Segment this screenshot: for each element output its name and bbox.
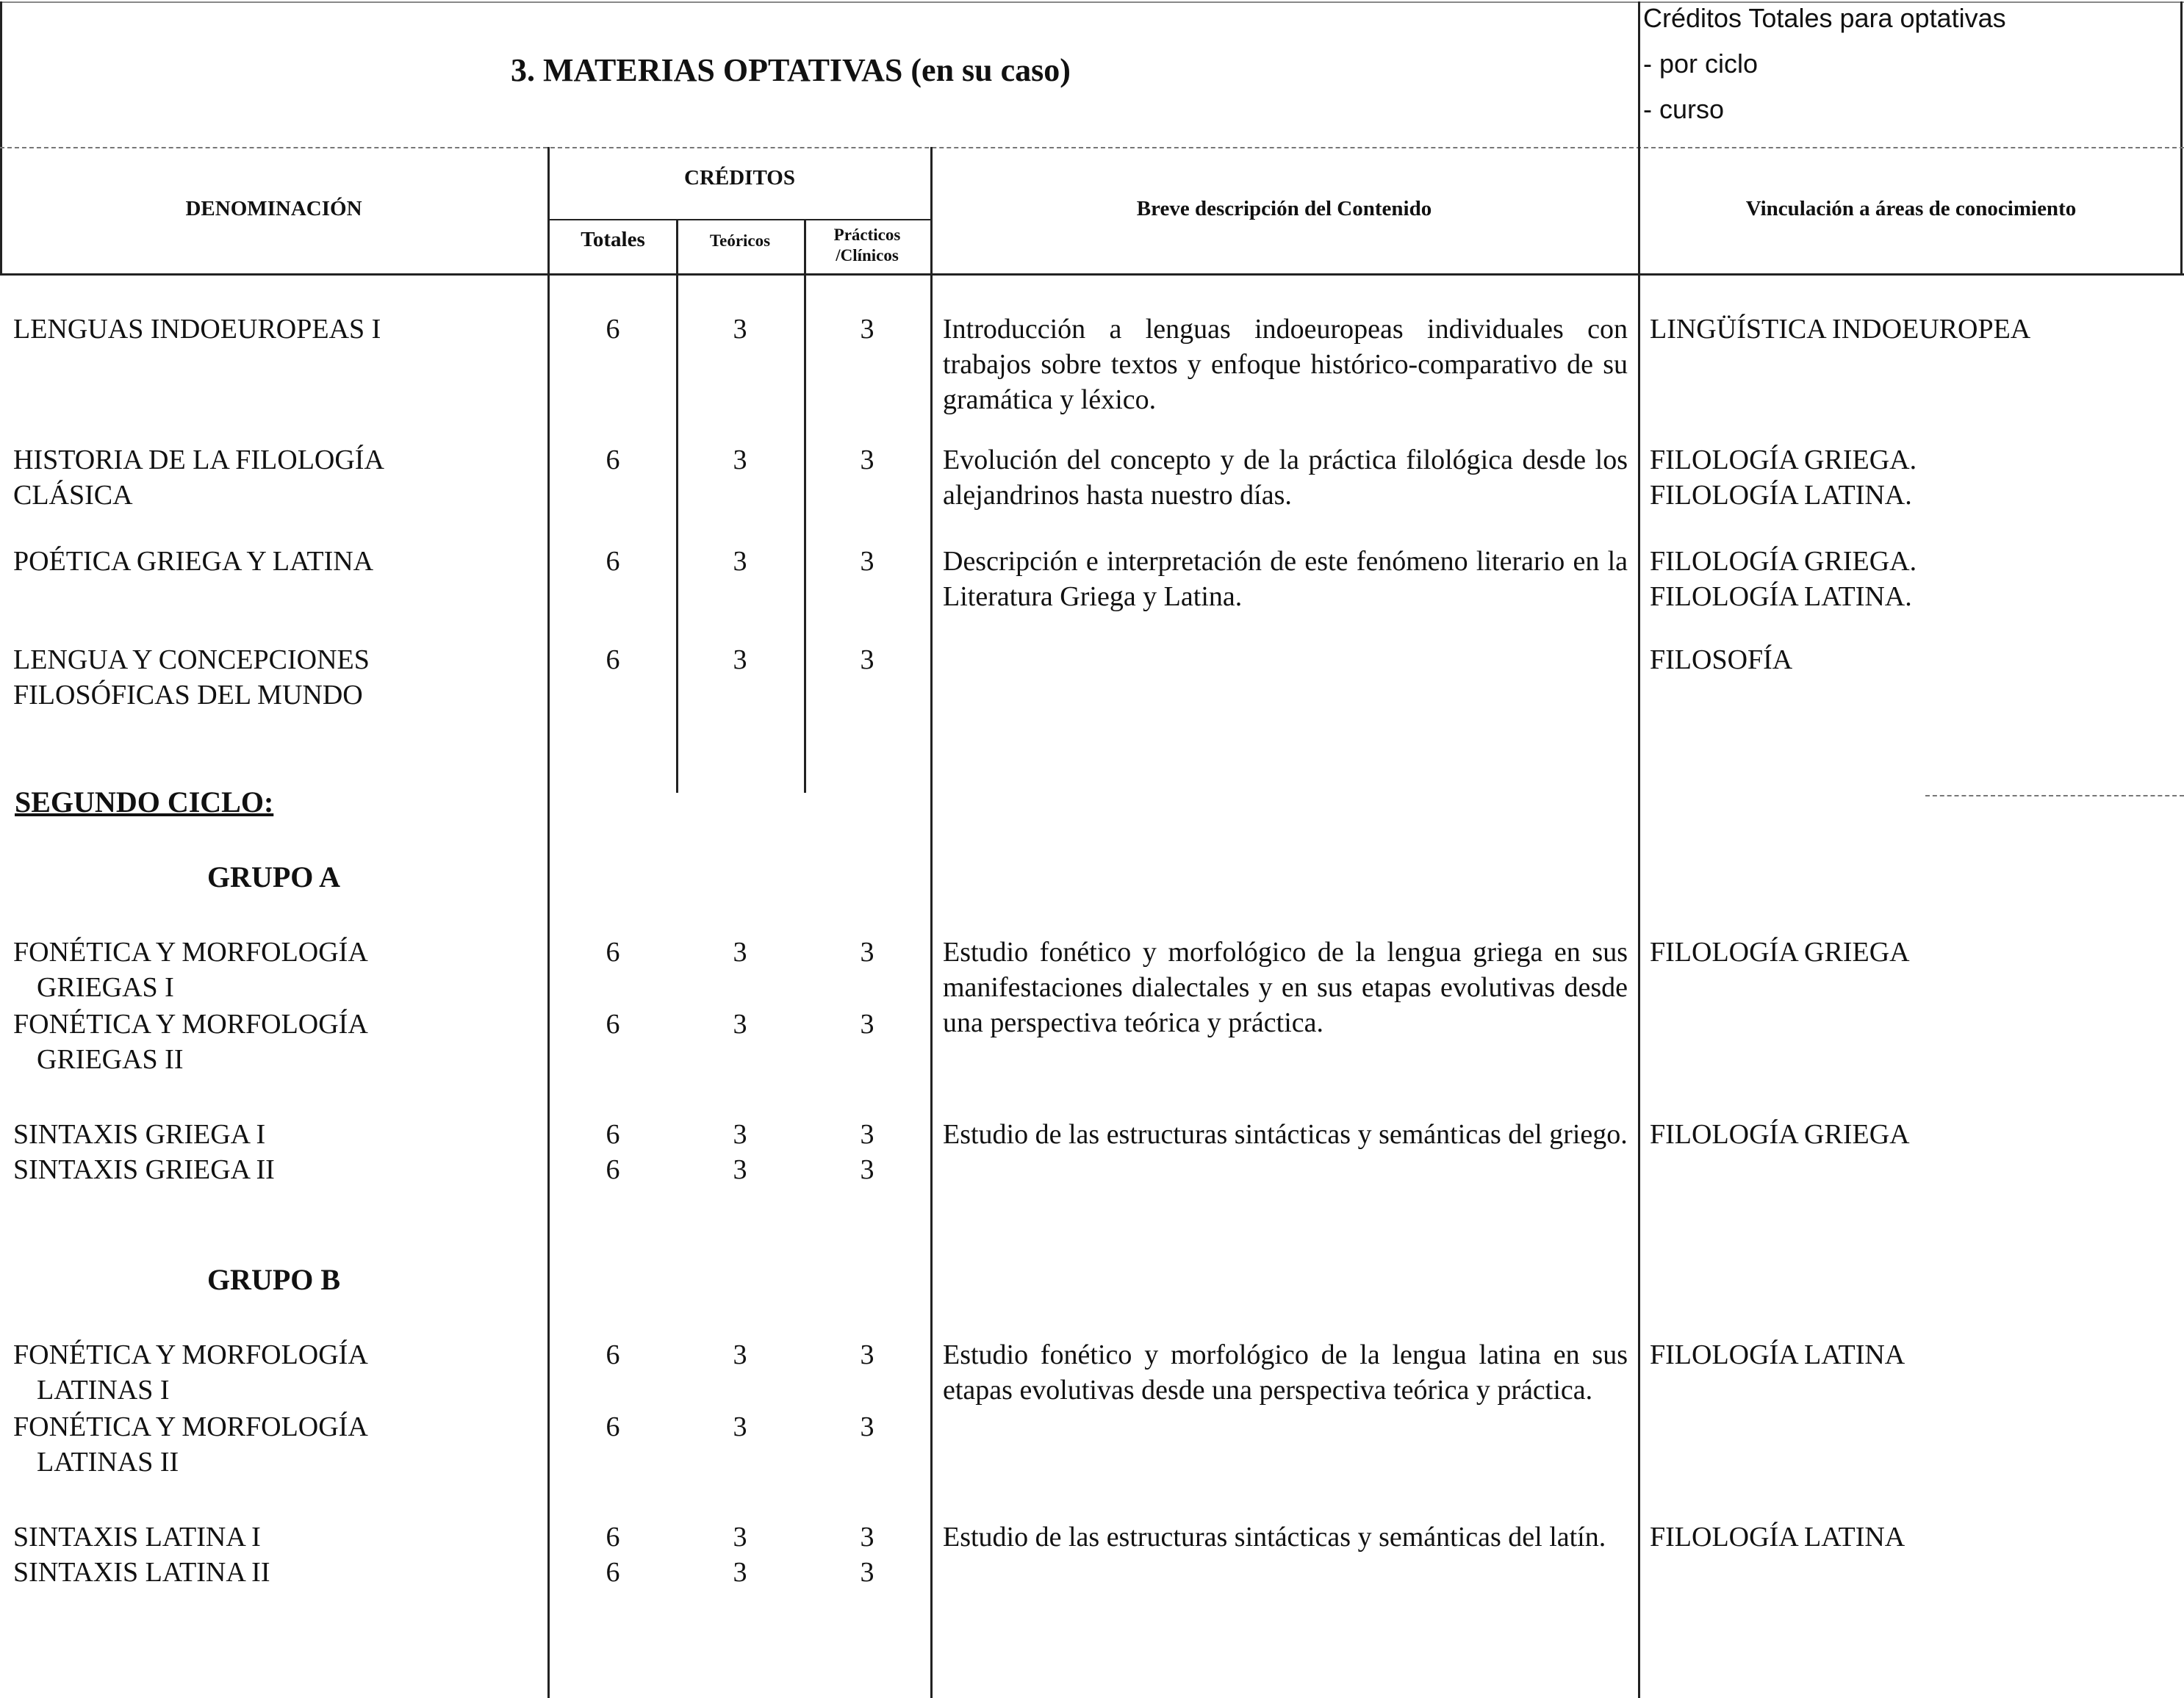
row-practicos: 3 [860,445,874,475]
row-name-line: CLÁSICA [13,480,133,511]
row-teoricos: 3 [733,445,747,475]
row-area-line: FILOLOGÍA GRIEGA. [1650,546,1917,577]
row-description: Descripción e interpretación de este fenómeno literario en la Literatura Griega y Latina. [943,546,1628,612]
col-practicos [804,225,930,266]
row-name-line: GRIEGAS II [37,1044,184,1075]
row-practicos: 3 [860,644,874,675]
row-name [13,1409,528,1480]
row-teoricos: 3 [733,1411,747,1442]
row-name [13,442,528,513]
row-name: SINTAXIS LATINA I [13,1522,261,1553]
row-name-line: FILOSÓFICAS DEL MUNDO [13,680,363,711]
row-practicos: 3 [860,1339,874,1370]
col-vinculacion: Vinculación a áreas de conocimiento [1745,197,2077,220]
row-totales: 6 [606,314,620,345]
row-area-line: FILOLOGÍA LATINA. [1650,480,1912,511]
row-name-line: GRIEGAS I [37,972,174,1003]
grupo-a-heading: GRUPO A [206,860,341,893]
row-practicos: 3 [860,1522,874,1553]
creditos-totales-label: Créditos Totales para optativas [1643,3,2006,33]
col-totales: Totales [581,228,645,251]
row-teoricos: 3 [733,314,747,345]
header-separator-line [0,147,2184,148]
row-totales: 6 [606,1411,620,1442]
row-area: FILOSOFÍA [1650,644,1793,675]
row-totales: 6 [606,937,620,968]
row-description: Estudio fonético y morfológico de la lengua griega en sus manifestaciones dialectales y en sus etapas evolutivas desde una perspectiva teórica y práctica. [943,937,1628,1038]
frame-right-line [2180,1,2183,275]
row-description: Estudio fonético y morfológico de la lengua latina en sus etapas evolutivas desde una perspectiva teórica y práctica. [943,1339,1628,1406]
col-line-1 [547,147,550,1698]
row-name-line: FONÉTICA Y MORFOLOGÍA [13,1009,368,1040]
row-teoricos: 3 [733,1154,747,1185]
row-totales: 6 [606,1557,620,1588]
col-teoricos: Teóricos [709,231,771,250]
row-area [1650,442,2164,513]
row-practicos: 3 [860,314,874,345]
row-name-line: HISTORIA DE LA FILOLOGÍA [13,445,384,475]
grupo-b-heading: GRUPO B [206,1263,341,1296]
row-totales: 6 [606,546,620,577]
col-line-2 [676,219,678,793]
row-description: Estudio de las estructuras sintácticas y semánticas del griego. [943,1119,1628,1150]
row-practicos: 3 [860,1411,874,1442]
col-line-4 [930,147,933,1698]
row-teoricos: 3 [733,937,747,968]
row-totales: 6 [606,1119,620,1150]
col-creditos: CRÉDITOS [684,166,795,190]
row-teoricos: 3 [733,1119,747,1150]
row-teoricos: 3 [733,1522,747,1553]
row-name-line: FONÉTICA Y MORFOLOGÍA [13,1339,368,1370]
col-practicos-line-1: Prácticos [833,226,901,244]
row-description: Introducción a lenguas indoeuropeas individuales con trabajos sobre textos y enfoque histórico-comparativo de su gramática y léxico. [943,314,1628,415]
row-teoricos: 3 [733,1339,747,1370]
creditos-divider-line [547,219,932,220]
row-description: Estudio de las estructuras sintácticas y semánticas del latín. [943,1522,1606,1553]
header-bottom-line [0,273,2184,276]
col-practicos-line-2: /Clínicos [836,246,899,265]
row-practicos: 3 [860,937,874,968]
row-teoricos: 3 [733,644,747,675]
row-name: SINTAXIS LATINA II [13,1557,270,1588]
row-area-line: FILOLOGÍA LATINA. [1650,581,1912,612]
col-descripcion: Breve descripción del Contenido [1136,197,1432,220]
row-practicos: 3 [860,1009,874,1040]
row-teoricos: 3 [733,1557,747,1588]
ciclo-separator-line [1925,795,2184,796]
row-name [13,642,528,713]
row-practicos: 3 [860,1154,874,1185]
row-name-line: FONÉTICA Y MORFOLOGÍA [13,1411,368,1442]
segundo-ciclo-heading: SEGUNDO CICLO: [15,785,274,819]
row-teoricos: 3 [733,1009,747,1040]
col-denominacion: DENOMINACIÓN [185,197,362,220]
row-totales: 6 [606,445,620,475]
row-name-line: LENGUA Y CONCEPCIONES [13,644,370,675]
row-totales: 6 [606,1522,620,1553]
page-title: 3. MATERIAS OPTATIVAS (en su caso) [511,52,1071,88]
row-area: LINGÜÍSTICA INDOEUROPEA [1650,314,2031,345]
row-totales: 6 [606,644,620,675]
row-area: FILOLOGÍA GRIEGA [1650,937,1910,968]
creditos-totales-box [1643,0,2006,132]
frame-left-line [0,1,2,275]
row-practicos: 3 [860,1557,874,1588]
row-name [13,1337,528,1408]
row-name: LENGUAS INDOEUROPEAS I [13,314,381,345]
row-name [13,1007,528,1077]
row-area: FILOLOGÍA LATINA [1650,1522,1905,1553]
row-name-line: FONÉTICA Y MORFOLOGÍA [13,937,368,968]
row-teoricos: 3 [733,546,747,577]
row-name-line: LATINAS II [37,1447,179,1478]
row-totales: 6 [606,1009,620,1040]
row-practicos: 3 [860,546,874,577]
row-area [1650,544,2164,614]
row-name: POÉTICA GRIEGA Y LATINA [13,546,374,577]
row-area: FILOLOGÍA LATINA [1650,1339,1905,1370]
row-name [13,935,528,1005]
row-area-line: FILOLOGÍA GRIEGA. [1650,445,1917,475]
curso-label: - curso [1643,94,1725,124]
row-totales: 6 [606,1339,620,1370]
title-divider-line [1638,1,1640,148]
por-ciclo-label: - por ciclo [1643,48,1759,79]
row-name-line: LATINAS I [37,1375,170,1406]
col-line-5 [1638,147,1640,1698]
row-practicos: 3 [860,1119,874,1150]
row-name: SINTAXIS GRIEGA I [13,1119,266,1150]
row-totales: 6 [606,1154,620,1185]
row-name: SINTAXIS GRIEGA II [13,1154,275,1185]
row-description: Evolución del concepto y de la práctica filológica desde los alejandrinos hasta nuestro días. [943,445,1628,511]
col-line-3 [804,219,806,793]
row-area: FILOLOGÍA GRIEGA [1650,1119,1910,1150]
